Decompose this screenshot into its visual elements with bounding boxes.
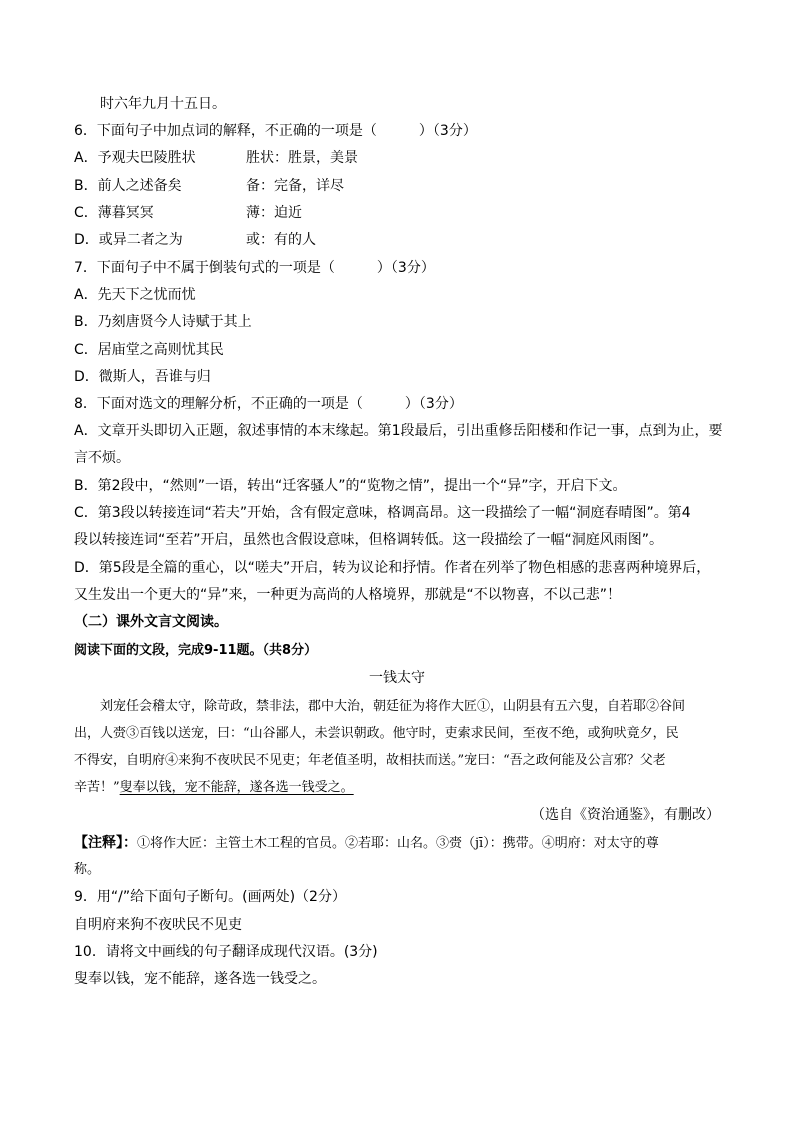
passage-line: 出，人赍③百钱以送宠，曰：“山谷鄙人，未尝识朝政。他守时，吏索求民间，至夜不绝，或狗吠竟夕，民 xyxy=(74,726,679,741)
q8-line: 段以转接连词“至若”开启，虽然也含假设意味，但格调转低。这一段描绘了一幅“洞庭风雨图”。 xyxy=(74,532,664,548)
question-6-stem: 6．下面句子中加点词的解释，不正确的一项是（ ）（3分） xyxy=(74,123,477,139)
q6-option-d: D．或异二者之为 xyxy=(74,232,183,248)
q7-option-a: A．先天下之忧而忧 xyxy=(74,287,196,303)
question-9-stem: 9．用“/”给下面句子断句。(画两处)（2分） xyxy=(74,889,346,905)
section-heading: （二）课外文言文阅读。 xyxy=(74,614,228,630)
passage-line: 不得安，自明府④来狗不夜吠民不见吏；年老值圣明，故相扶而送。”宠曰：“吾之政何能及公言邪？父老 xyxy=(74,753,666,768)
q6-option-b: B．前人之述备矣 xyxy=(74,178,182,194)
q6-option-b-gloss: 备：完备，详尽 xyxy=(246,178,344,194)
question-8-stem: 8．下面对选文的理解分析，不正确的一项是（ ）（3分） xyxy=(74,396,463,412)
notes-line xyxy=(74,833,659,854)
passage-title: 一钱太守 xyxy=(369,670,425,686)
notes-text: ①将作大匠：主管土木工程的官员。②若耶：山名。③赍（jī）：携带。④明府：对太守的尊 xyxy=(137,836,659,851)
notes-label: 【注释】： xyxy=(74,835,137,851)
question-10-stem: 10．请将文中画线的句子翻译成现代汉语。(3分) xyxy=(74,944,378,960)
q8-line: 言不烦。 xyxy=(74,450,130,466)
section-instruction: 阅读下面的文段，完成9-11题。（共8分） xyxy=(74,643,318,658)
q8-line: D．第5段是全篇的重心，以“嗟夫”开启，转为议论和抒情。作者在列举了物色相感的悲喜两种境界后， xyxy=(74,560,711,576)
q6-option-c-gloss: 薄：迫近 xyxy=(246,205,302,221)
passage-line: 刘宠任会稽太守，除苛政，禁非法，郡中大治，朝廷征为将作大匠①，山阴县有五六叟，自若耶②谷间 xyxy=(100,699,686,714)
q6-option-c: C．薄暮冥冥 xyxy=(74,205,154,221)
question-9-sentence: 自明府来狗不夜吠民不见吏 xyxy=(74,917,242,933)
q8-line: A．文章开头即切入正题，叙述事情的本末缘起。第1段最后，引出重修岳阳楼和作记一事，点到为止，要 xyxy=(74,423,723,439)
q8-line: B．第2段中，“然则”一语，转出“迁客骚人”的“览物之情”，提出一个“异”字，开启下文。 xyxy=(74,478,627,494)
question-7-stem: 7．下面句子中不属于倒装句式的一项是（ ）（3分） xyxy=(74,260,435,276)
notes-text-continued: 称。 xyxy=(74,862,101,877)
q7-option-b: B．乃刻唐贤今人诗赋于其上 xyxy=(74,314,252,330)
passage-text: 辛苦！” xyxy=(74,780,120,795)
q7-option-d: D．微斯人，吾谁与归 xyxy=(74,369,211,385)
source-citation: （选自《资治通鉴》，有删改） xyxy=(531,807,720,823)
q8-line: C．第3段以转接连词“若夫”开始，含有假定意味，格调高昂。这一段描绘了一幅“洞庭春晴图”。第4 xyxy=(74,505,691,521)
q6-option-d-gloss: 或：有的人 xyxy=(246,232,316,248)
q6-option-a: A．予观夫巴陵胜状 xyxy=(74,150,196,166)
question-10-sentence: 叟奉以钱，宠不能辞，遂各选一钱受之。 xyxy=(74,971,326,987)
continuation-line: 时六年九月十五日。 xyxy=(100,96,226,112)
q6-option-a-gloss: 胜状：胜景，美景 xyxy=(246,150,358,166)
underlined-sentence: 叟奉以钱，宠不能辞，遂各选一钱受之。 xyxy=(119,780,354,795)
passage-line-last xyxy=(74,778,354,798)
q7-option-c: C．居庙堂之高则忧其民 xyxy=(74,342,224,358)
q8-line: 又生发出一个更大的“异”来，一种更为高尚的人格境界，那就是“不以物喜，不以己悲”！ xyxy=(74,587,622,603)
